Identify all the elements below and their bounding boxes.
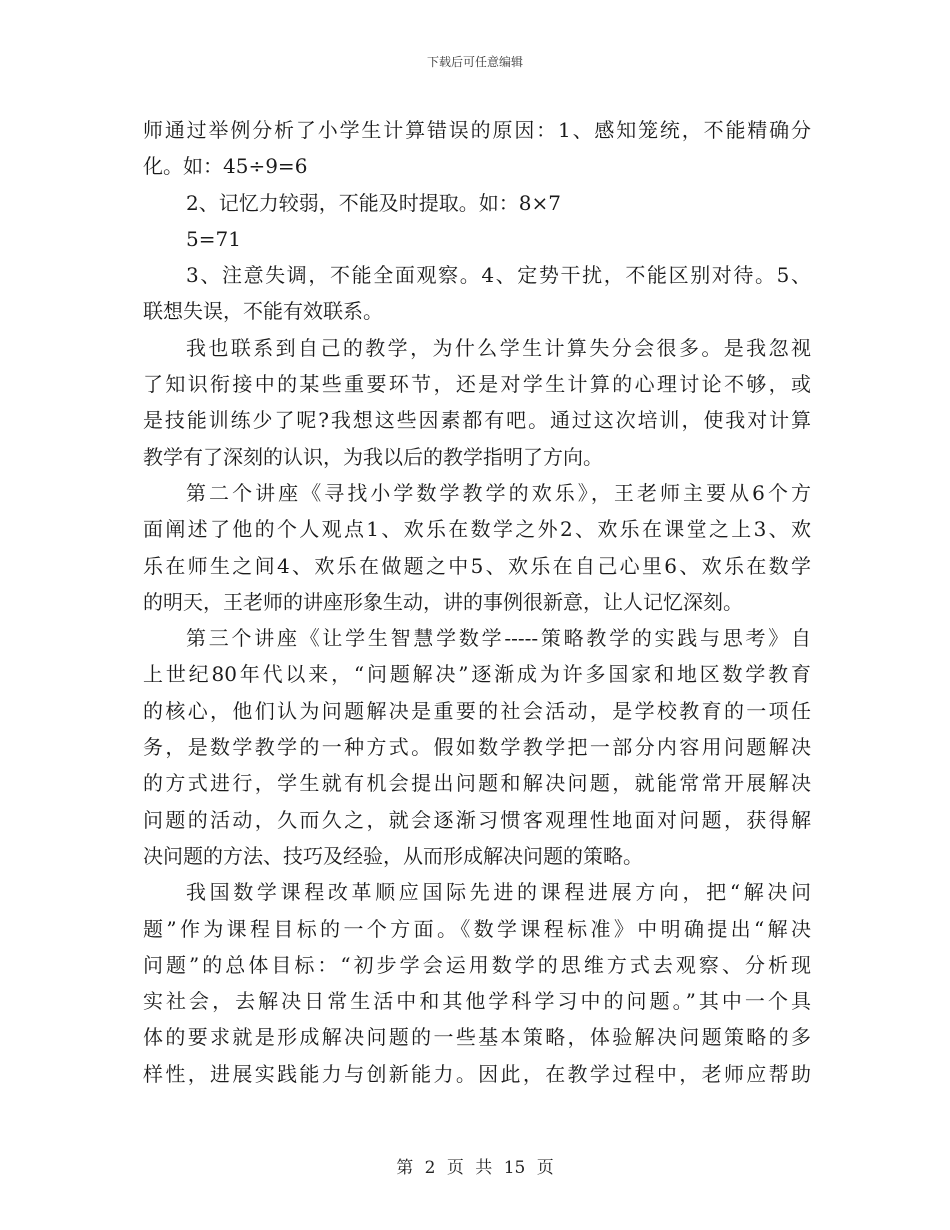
text-line: 3、注意失调，不能全面观察。4、定势干扰，不能区别对待。5、: [186, 263, 811, 288]
text-line: 问题”的总体目标：“初步学会运用数学的思维方式去观察、分析现: [143, 952, 811, 977]
page-footer: 第 2 页 共 15 页: [396, 1158, 554, 1178]
text-line: 2、记忆力较弱，不能及时提取。如：8×7: [186, 190, 561, 215]
text-line: 是技能训练少了呢?我想这些因素都有吧。通过这次培训，使我对计算: [143, 408, 811, 433]
page-header: 下载后可任意编辑: [426, 55, 523, 69]
document-body: [143, 112, 811, 1092]
text-line: 的方式进行，学生就有机会提出问题和解决问题，就能常常开展解决: [143, 771, 811, 796]
text-line: 化。如：45÷9=6: [143, 154, 308, 179]
text-line: 决问题的方法、技巧及经验，从而形成解决问题的策略。: [143, 843, 643, 868]
text-line: 教学有了深刻的认识，为我以后的教学指明了方向。: [143, 444, 603, 469]
text-line: 面阐述了他的个人观点1、欢乐在数学之外2、欢乐在课堂之上3、欢: [143, 517, 811, 542]
text-line: 我国数学课程改革顺应国际先进的课程进展方向，把“解决问: [186, 880, 811, 905]
text-line: 样性，进展实践能力与创新能力。因此，在教学过程中，老师应帮助: [143, 1061, 811, 1086]
text-line: 第三个讲座《让学生智慧学数学-----策略教学的实践与思考》自: [186, 626, 811, 651]
text-line: 了知识衔接中的某些重要环节，还是对学生计算的心理讨论不够，或: [143, 372, 811, 397]
text-line: 的核心，他们认为问题解决是重要的社会活动，是学校教育的一项任: [143, 698, 811, 723]
text-line: 题”作为课程目标的一个方面。《数学课程标准》中明确提出“解决: [143, 916, 811, 941]
text-line: 务，是数学教学的一种方式。假如数学教学把一部分内容用问题解决: [143, 735, 811, 760]
text-line: 师通过举例分析了小学生计算错误的原因：1、感知笼统，不能精确分: [143, 118, 811, 142]
text-line: 联想失误，不能有效联系。: [143, 299, 383, 324]
text-line: 我也联系到自己的教学，为什么学生计算失分会很多。是我忽视: [186, 335, 811, 360]
text-line: 的明天，王老师的讲座形象生动，讲的事例很新意，让人记忆深刻。: [143, 589, 743, 614]
text-line: 乐在师生之间4、欢乐在做题之中5、欢乐在自己心里6、欢乐在数学: [143, 553, 811, 578]
text-line: 体的要求就是形成解决问题的一些基本策略，体验解决问题策略的多: [143, 1025, 811, 1050]
text-line: 第二个讲座《寻找小学数学教学的欢乐》，王老师主要从6个方: [186, 480, 811, 505]
text-line: 实社会，去解决日常生活中和其他学科学习中的问题。”其中一个具: [143, 989, 811, 1014]
text-line: 问题的活动，久而久之，就会逐渐习惯客观理性地面对问题，获得解: [143, 807, 811, 832]
text-line: 上世纪80年代以来，“问题解决”逐渐成为许多国家和地区数学教育: [143, 662, 811, 687]
text-line: 5=71: [186, 226, 241, 251]
